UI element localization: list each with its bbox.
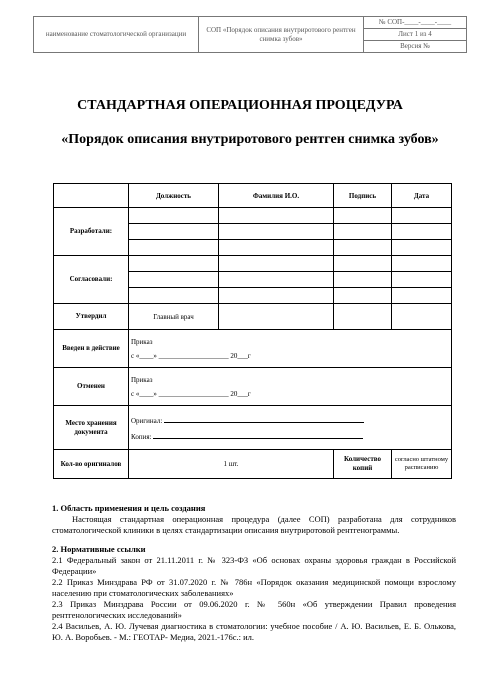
- sop-title-cell: СОП «Порядок описания внутриротового рентген снимка зубов»: [199, 17, 364, 53]
- empty-header-cell: [54, 184, 129, 208]
- copies-count-value: согласно штатному расписанию: [392, 450, 452, 479]
- section-1-text: Настоящая стандартная операционная процедура (далее СОП) разработана для сотрудников стоматологической клиники в целях стандартизации описания внутриротовой рентгенограммы.: [52, 514, 456, 535]
- cancelled-label: Отменен: [54, 368, 129, 406]
- reference-4: 2.4 Васильев, А. Ю. Лучевая диагностика в стоматологии: учебное пособие / А. Ю. Васильев, Е. Б. Олькова, Ю. А. Воробьев. - М.: ГЕОТАР- Медиа, 2021.-176с.: ил.: [52, 621, 456, 642]
- introduced-label: Введен в действие: [54, 330, 129, 368]
- original-line: [164, 415, 364, 423]
- org-name-cell: наименование стоматологической организации: [34, 17, 199, 53]
- chief-doctor-cell: Главный врач: [129, 304, 219, 330]
- storage-label: Место хранения документа: [54, 406, 129, 450]
- col-name: Фамилия И.О.: [219, 184, 334, 208]
- agreed-label: Согласовали:: [54, 256, 129, 304]
- col-position: Должность: [129, 184, 219, 208]
- copy-line: [153, 431, 363, 439]
- document-subtitle: «Порядок описания внутриротового рентген снимка зубов»: [61, 132, 439, 147]
- introduced-order-cell: Приказ с «____» ____________________ 20___г: [129, 330, 452, 368]
- sheet-cell: Лист 1 из 4: [364, 29, 467, 41]
- section-1-title: 1. Область применения и цель создания: [52, 503, 206, 513]
- approval-table: [53, 183, 452, 479]
- document-title: СТАНДАРТНАЯ ОПЕРАЦИОННАЯ ПРОЦЕДУРА: [77, 98, 403, 113]
- reference-2: 2.2 Приказ Минздрава РФ от 31.07.2020 г. № 786н «Порядок оказания медицинской помощи взрослому населению при стоматологических заболеваниях»: [52, 577, 456, 598]
- originals-count-value: 1 шт.: [129, 450, 334, 479]
- copies-count-label: Количество копий: [334, 450, 392, 479]
- originals-count-label: Кол-во оригиналов: [54, 450, 129, 479]
- copy-label: Копия:: [131, 432, 152, 441]
- section-2-title: 2. Нормативные ссылки: [52, 544, 146, 554]
- approved-label: Утвердил: [54, 304, 129, 330]
- document-body: [52, 503, 456, 643]
- sop-number-cell: № СОП-____-____-____: [364, 17, 467, 29]
- col-signature: Подпись: [334, 184, 392, 208]
- cancelled-order-cell: Приказ с «____» ____________________ 20___г: [129, 368, 452, 406]
- original-label: Оригинал:: [131, 416, 163, 425]
- storage-cell: [129, 406, 452, 450]
- version-cell: Версия №: [364, 41, 467, 53]
- col-date: Дата: [392, 184, 452, 208]
- developed-label: Разработали:: [54, 208, 129, 256]
- reference-3: 2.3 Приказ Минздрава России от 09.06.2020 г. № 560н «Об утверждении Правил проведения рентгенологических исследований»: [52, 599, 456, 620]
- document-header-table: [33, 16, 467, 53]
- reference-1: 2.1 Федеральный закон от 21.11.2011 г. № 323-ФЗ «Об основах охраны здоровья граждан в Российской Федерации»: [52, 555, 456, 576]
